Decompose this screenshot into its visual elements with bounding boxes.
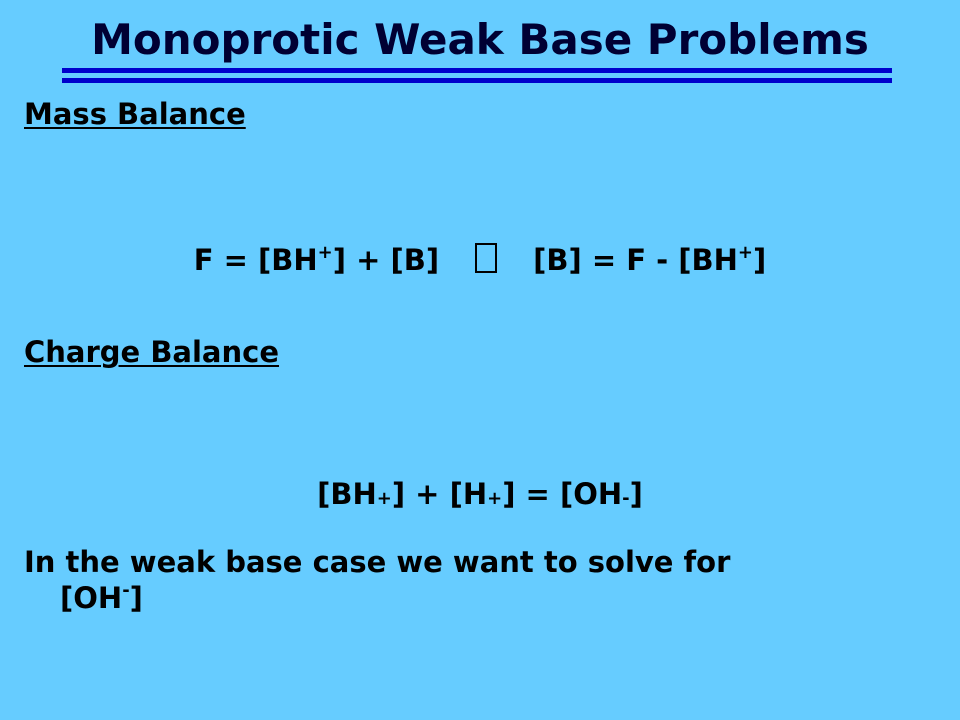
charge-eq-part1: [BH — [317, 477, 377, 511]
title-rule-bottom — [62, 78, 892, 83]
mass-eq-right-part1: [B] = F - [BH — [533, 243, 738, 277]
body-line2-part1: [OH — [60, 581, 123, 615]
mass-eq-right — [533, 240, 766, 280]
title-rule-top — [62, 68, 892, 73]
mass-eq-left-sup: + — [317, 242, 333, 263]
charge-eq-part2: ] + [H — [391, 477, 488, 511]
body-line2-sup: - — [122, 580, 130, 601]
mass-balance-heading: Mass Balance — [24, 97, 246, 131]
mass-eq-right-sup: + — [737, 242, 753, 263]
charge-balance-heading: Charge Balance — [24, 335, 280, 369]
mass-balance-equation — [0, 160, 960, 360]
mass-eq-left — [194, 240, 439, 280]
slide-title: Monoprotic Weak Base Problems — [91, 15, 869, 64]
body-line2 — [24, 580, 924, 616]
body-line1: In the weak base case we want to solve for — [24, 545, 731, 579]
mass-eq-left-part1: F = [BH — [193, 243, 318, 277]
charge-balance-equation: [BH + ] + [H + ] = [OH - ] — [0, 394, 960, 594]
charge-eq-part3: ] = [OH — [502, 477, 623, 511]
mass-eq-right-part2: ] — [753, 243, 767, 277]
body-line2-part2: ] — [129, 581, 143, 615]
missing-glyph-arrow-icon — [475, 243, 497, 273]
charge-eq-part4: ] — [629, 477, 643, 511]
body-text — [24, 544, 924, 616]
mass-eq-left-part2: ] + [B] — [332, 243, 440, 277]
